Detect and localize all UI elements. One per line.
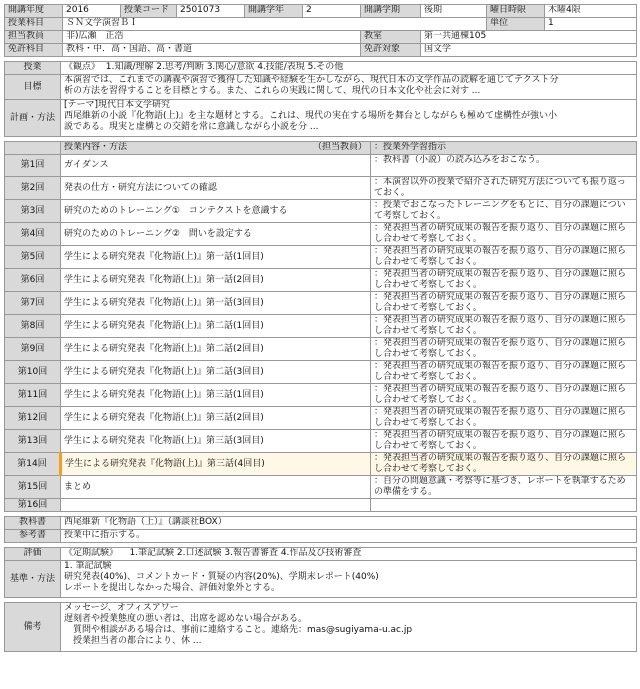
session-content: ガイダンス [61,155,371,177]
session-number: 第3回 [5,200,61,223]
session-outside-study: ：発表担当者の研究成果の報告を振り返り、自分の課題に照らし合わせて考察しておく。 [371,384,637,407]
viewpoint-label: 授業 [5,62,61,75]
session-number: 第16回 [5,499,61,512]
schedule-row [5,269,637,292]
evaluation-label: 評価 [5,548,61,561]
syllabus-page [4,0,636,652]
schedule-row [5,499,637,512]
license-label: 免許科目 [5,44,63,57]
session-number: 第14回 [5,453,61,476]
session-content: まとめ [61,476,371,499]
session-content: 発表の仕方・研究方法についての確認 [61,177,371,200]
session-number: 第5回 [5,246,61,269]
session-number: 第8回 [5,315,61,338]
viewpoint-row [61,62,637,75]
term-value: 後期 [421,5,487,18]
year-label: 開講年度 [5,5,63,18]
session-content: 学生による研究発表『化物語(上)』第一話(1回目) [61,246,371,269]
code-label: 授業コード [121,5,177,18]
remarks-line: 遅刻者や授業態度の悪い者は、出席を認めない場合がある。 [64,614,308,624]
goal-line: 析の方法を習得することを目標とする。また、これらの実践に関して、現代の日本文化や社会に対す ... [64,86,481,96]
session-number: 第4回 [5,223,61,246]
method-text [61,561,637,598]
session-outside-study: ：自分の問題意識・考察等に基づき、レポートを執筆するための準備をする。 [371,476,637,499]
schedule-row [5,292,637,315]
session-outside-study: ：発表担当者の研究成果の報告を振り返り、自分の課題に照らし合わせて考察しておく。 [371,407,637,430]
goal-text [61,75,637,100]
header-content-label: 授業内容・方法 [64,142,128,152]
plan-label: 計画・方法 [5,100,61,137]
session-content [61,499,371,512]
session-number: 第1回 [5,155,61,177]
session-outside-study: ：発表担当者の研究成果の報告を振り返り、自分の課題に照らし合わせて考察しておく。 [371,292,637,315]
session-content: 学生による研究発表『化物語(上)』第三話(3回目) [61,430,371,453]
remarks-line: メッセージ、オフィスアワー [64,603,179,613]
credit-label: 単位 [487,18,545,31]
plan-line: 西尾維新の小説『化物語(上)』を主な題材とする。これは、現代の実在する場所を舞台としながらも極めて虚構性が強い小 [64,111,558,121]
remarks-line: 質問や相談がある場合は、事前に連絡すること。連絡先：mas@sugiyama-u.ac.jp [64,625,413,635]
session-number: 第10回 [5,361,61,384]
goal-label: 目標 [5,75,61,100]
session-outside-study: ：発表担当者の研究成果の報告を振り返り、自分の課題に照らし合わせて考察しておく。 [371,246,637,269]
course-value: ＳＮ文学演習ＢＩ [63,18,487,31]
slot-label: 曜日時限 [487,5,545,18]
session-outside-study: ：発表担当者の研究成果の報告を振り返り、自分の課題に照らし合わせて考察しておく。 [371,361,637,384]
session-outside-study: ：本演習以外の授業で紹介された研究方法についても振り返っておく。 [371,177,637,200]
session-number: 第11回 [5,384,61,407]
session-content: 学生による研究発表『化物語(上)』第二話(1回目) [61,315,371,338]
session-outside-study: ：発表担当者の研究成果の報告を振り返り、自分の課題に照らし合わせて考察しておく。 [371,338,637,361]
session-number: 第15回 [5,476,61,499]
session-outside-study: ：授業でおこなったトレーニングをもとに、自分の課題について考察しておく。 [371,200,637,223]
slot-value: 木曜4限 [545,5,637,18]
evaluation-row [61,548,637,561]
credit-value: 1 [545,18,637,31]
grade-label: 開講学年 [245,5,303,18]
method-line: 研究発表(40%)、コメントカード・質疑の内容(20%)、学期末レポート(40%) [64,572,379,582]
remarks-table [4,602,637,652]
schedule-row [5,223,637,246]
goal-line: 本演習では、これまでの講義や演習で獲得した知識や経験を生かしながら、現代日本の文学作品の読解を通じてテクスト分 [64,75,559,85]
session-number: 第9回 [5,338,61,361]
code-value: 2501073 [177,5,245,18]
schedule-row [5,476,637,499]
schedule-row [5,430,637,453]
grade-value: 2 [303,5,361,18]
session-outside-study: ：発表担当者の研究成果の報告を振り返り、自分の課題に照らし合わせて考察しておく。 [371,315,637,338]
goal-table [4,61,637,137]
session-number: 第12回 [5,407,61,430]
session-outside-study: ：発表担当者の研究成果の報告を振り返り、自分の課題に照らし合わせて考察しておく。 [371,223,637,246]
plan-text [61,100,637,137]
schedule-row [5,155,637,177]
teacher-label: 担当教員 [5,31,63,44]
reference-value: 授業中に指示する。 [61,530,637,543]
evaluation-items: 1.筆記試験 2.口述試験 3.報告書審査 4.作品及び技術審査 [129,548,362,558]
schedule-row [5,453,637,476]
session-content: 学生による研究発表『化物語(上)』第二話(2回目) [61,338,371,361]
session-content: 研究のためのトレーニング② 問いを設定する [61,223,371,246]
session-content: 学生による研究発表『化物語(上)』第三話(2回目) [61,407,371,430]
plan-line: 説である。現実と虚構との交錯を常に意識しながら小説を分 ... [64,122,319,132]
target-value: 国文学 [421,44,637,57]
session-content: 学生による研究発表『化物語(上)』第三話(4回目) [61,453,371,476]
remarks-label: 備考 [5,603,61,652]
room-label: 教室 [361,31,421,44]
session-outside-study: ：発表担当者の研究成果の報告を振り返り、自分の課題に照らし合わせて考察しておく。 [371,430,637,453]
session-content: 学生による研究発表『化物語(上)』第一話(3回目) [61,292,371,315]
license-value: 教科・中．高・国語、高・書道 [63,44,361,57]
books-table [4,516,637,543]
method-line: レポートを提出しなかった場合、評価対象外とする。 [64,583,281,593]
teacher-value: 非)広瀬 正浩 [63,31,361,44]
session-content: 学生による研究発表『化物語(上)』第一話(2回目) [61,269,371,292]
header-outside-label: ：授業外学習指示 [371,142,637,155]
session-outside-study: ：発表担当者の研究成果の報告を振り返り、自分の課題に照らし合わせて考察しておく。 [371,269,637,292]
schedule-row [5,338,637,361]
schedule-row [5,315,637,338]
session-content: 研究のためのトレーニング① コンテクストを意識する [61,200,371,223]
plan-line: [テーマ]現代日本文学研究 [64,100,171,110]
session-outside-study [371,499,637,512]
session-number: 第7回 [5,292,61,315]
schedule-header-content [61,142,371,155]
term-label: 開講学期 [361,5,421,18]
schedule-row [5,200,637,223]
session-content: 学生による研究発表『化物語(上)』第三話(1回目) [61,384,371,407]
evaluation-table [4,547,637,598]
viewpoint-items: 1.知識/理解 2.思考/判断 3.関心/意欲 4.技能/表現 5.その他 [105,62,344,72]
schedule-table [4,141,637,512]
target-label: 免許対象 [361,44,421,57]
method-line: 1. 筆記試験 [64,561,112,571]
textbook-label: 教科書 [5,517,61,530]
remarks-text [61,603,637,652]
year-value: 2016 [63,5,121,18]
schedule-row [5,384,637,407]
course-info-table [4,4,637,57]
session-outside-study: ：教科書（小説）の読み込みをおこなう。 [371,155,637,177]
session-content: 学生による研究発表『化物語(上)』第二話(3回目) [61,361,371,384]
schedule-header-blank [5,142,61,155]
schedule-row [5,246,637,269]
schedule-body [5,155,637,512]
remarks-line: 授業担当者の都合により、休 ... [64,636,202,646]
evaluation-sub: 《定期試験》 [64,548,119,558]
viewpoint-sub: 《観点》 [64,62,101,72]
session-number: 第6回 [5,269,61,292]
textbook-value: 西尾維新『化物語（上）』（講談社BOX） [61,517,637,530]
schedule-row [5,177,637,200]
schedule-row [5,407,637,430]
room-value: 第一共通棟105 [421,31,637,44]
session-outside-study: ：発表担当者の研究成果の報告を振り返り、自分の課題に照らし合わせて考察しておく。 [371,453,637,476]
session-number: 第2回 [5,177,61,200]
method-label: 基準・方法 [5,561,61,598]
session-number: 第13回 [5,430,61,453]
course-label: 授業科目 [5,18,63,31]
schedule-row [5,361,637,384]
reference-label: 参考書 [5,530,61,543]
header-teacher-label: （担当教員） [312,142,367,152]
